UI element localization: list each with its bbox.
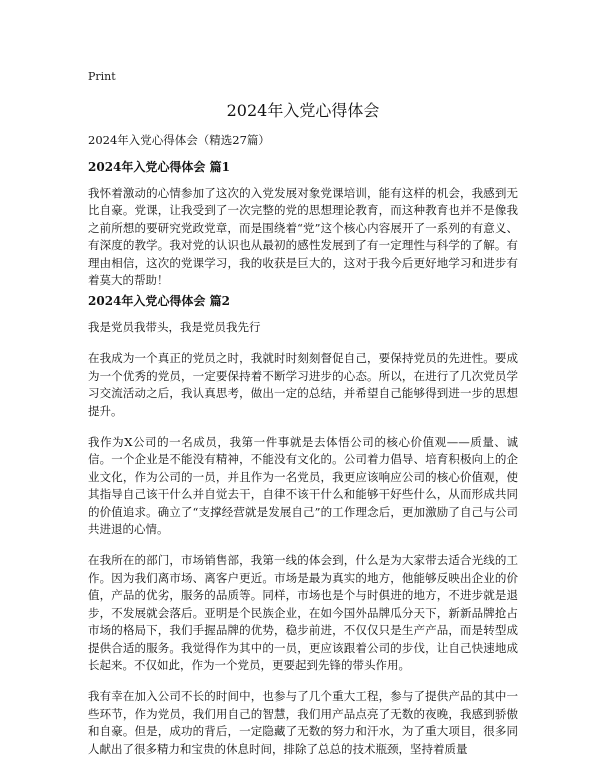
paragraph: 我作为X公司的一名成员，我第一件事就是去体悟公司的核心价值观——质量、诚信。一个企业是不能没有精神，不能没有文化的。公司着力倡导、培育积极向上的企业文化，作为公司的一员，并且作为一名党员，我更应该响应公司的核心价值观，使其指导自己该干什么并自觉去干，自律不该干什么和能够干好些什么，从而形成共同的价值追求。确立了“支撑经营就是发展自己”的工作理念后，更加激励了自己与公司共进退的心情。 [88, 435, 518, 537]
section-2 [88, 292, 518, 772]
paragraph: 我怀着激动的心情参加了这次的入党发展对象党课培训，能有这样的机会，我感到无比自豪。党课，让我受到了一次完整的党的思想理论教育，而这种教育也并不是像我之前所想的要研究党政党章，而是围绕着“党”这个核心内容展开了一系列的有意义、有深度的教学。我对党的认识也从最初的感性发展到了有一定理性与科学的了解。有理由相信，这次的党课学习，我的收获是巨大的，这对于我今后更好地学习和进步有着莫大的帮助！ [88, 186, 518, 288]
print-link[interactable]: Print [88, 70, 116, 83]
paragraph: 我是党员我带头，我是党员我先行 [88, 320, 261, 334]
section-heading: 2024年入党心得体会 篇2 [88, 294, 230, 308]
section-1 [88, 158, 518, 303]
paragraph: 在我成为一个真正的党员之时，我就时时刻刻督促自己，要保持党员的先进性。要成为一个优秀的党员，一定要保持着不断学习进步的心态。所以，在进行了几次党员学习交流活动之后，我认真思考，做出一定的总结，并希望自己能够得到进一步的思想提升。 [88, 351, 518, 418]
paragraph: 我有幸在加入公司不长的时间中，也参与了几个重大工程，参与了提供产品的其中一些环节，作为党员，我们用自己的智慧，我们用产品点亮了无数的夜晚，我感到骄傲和自豪。但是，成功的背后，一定隐藏了无数的努力和汗水，为了重大项目，很多同人献出了很多精力和宝贵的休息时间，排除了总总的技术瓶颈，坚持着质量 [88, 689, 518, 756]
section-heading: 2024年入党心得体会 篇1 [88, 160, 230, 174]
paragraph: 在我所在的部门，市场销售部，我第一线的体会到，什么是为大家带去适合光线的工作。因为我们离市场、离客户更近。市场是最为真实的地方，他能够反映出企业的价值，产品的优劣，服务的品质等。同样，市场也是个与时俱进的地方，不进步就是退步，不发展就会落后。亚明是个民族企业，在如今国外品牌瓜分天下，新新品牌抢占市场的格局下，我们手握品牌的优势，稳步前进，不仅仅只是生产产品，而是转型成提供合适的服务。我觉得作为其中的一员，更应该跟着公司的步伐，让自己快速地成长起来。不仅如此，作为一个党员，更要起到先锋的带头作用。 [88, 553, 518, 672]
document-title: 2024年入党心得体会 [226, 101, 380, 120]
document-subtitle: 2024年入党心得体会（精选27篇） [88, 133, 270, 147]
